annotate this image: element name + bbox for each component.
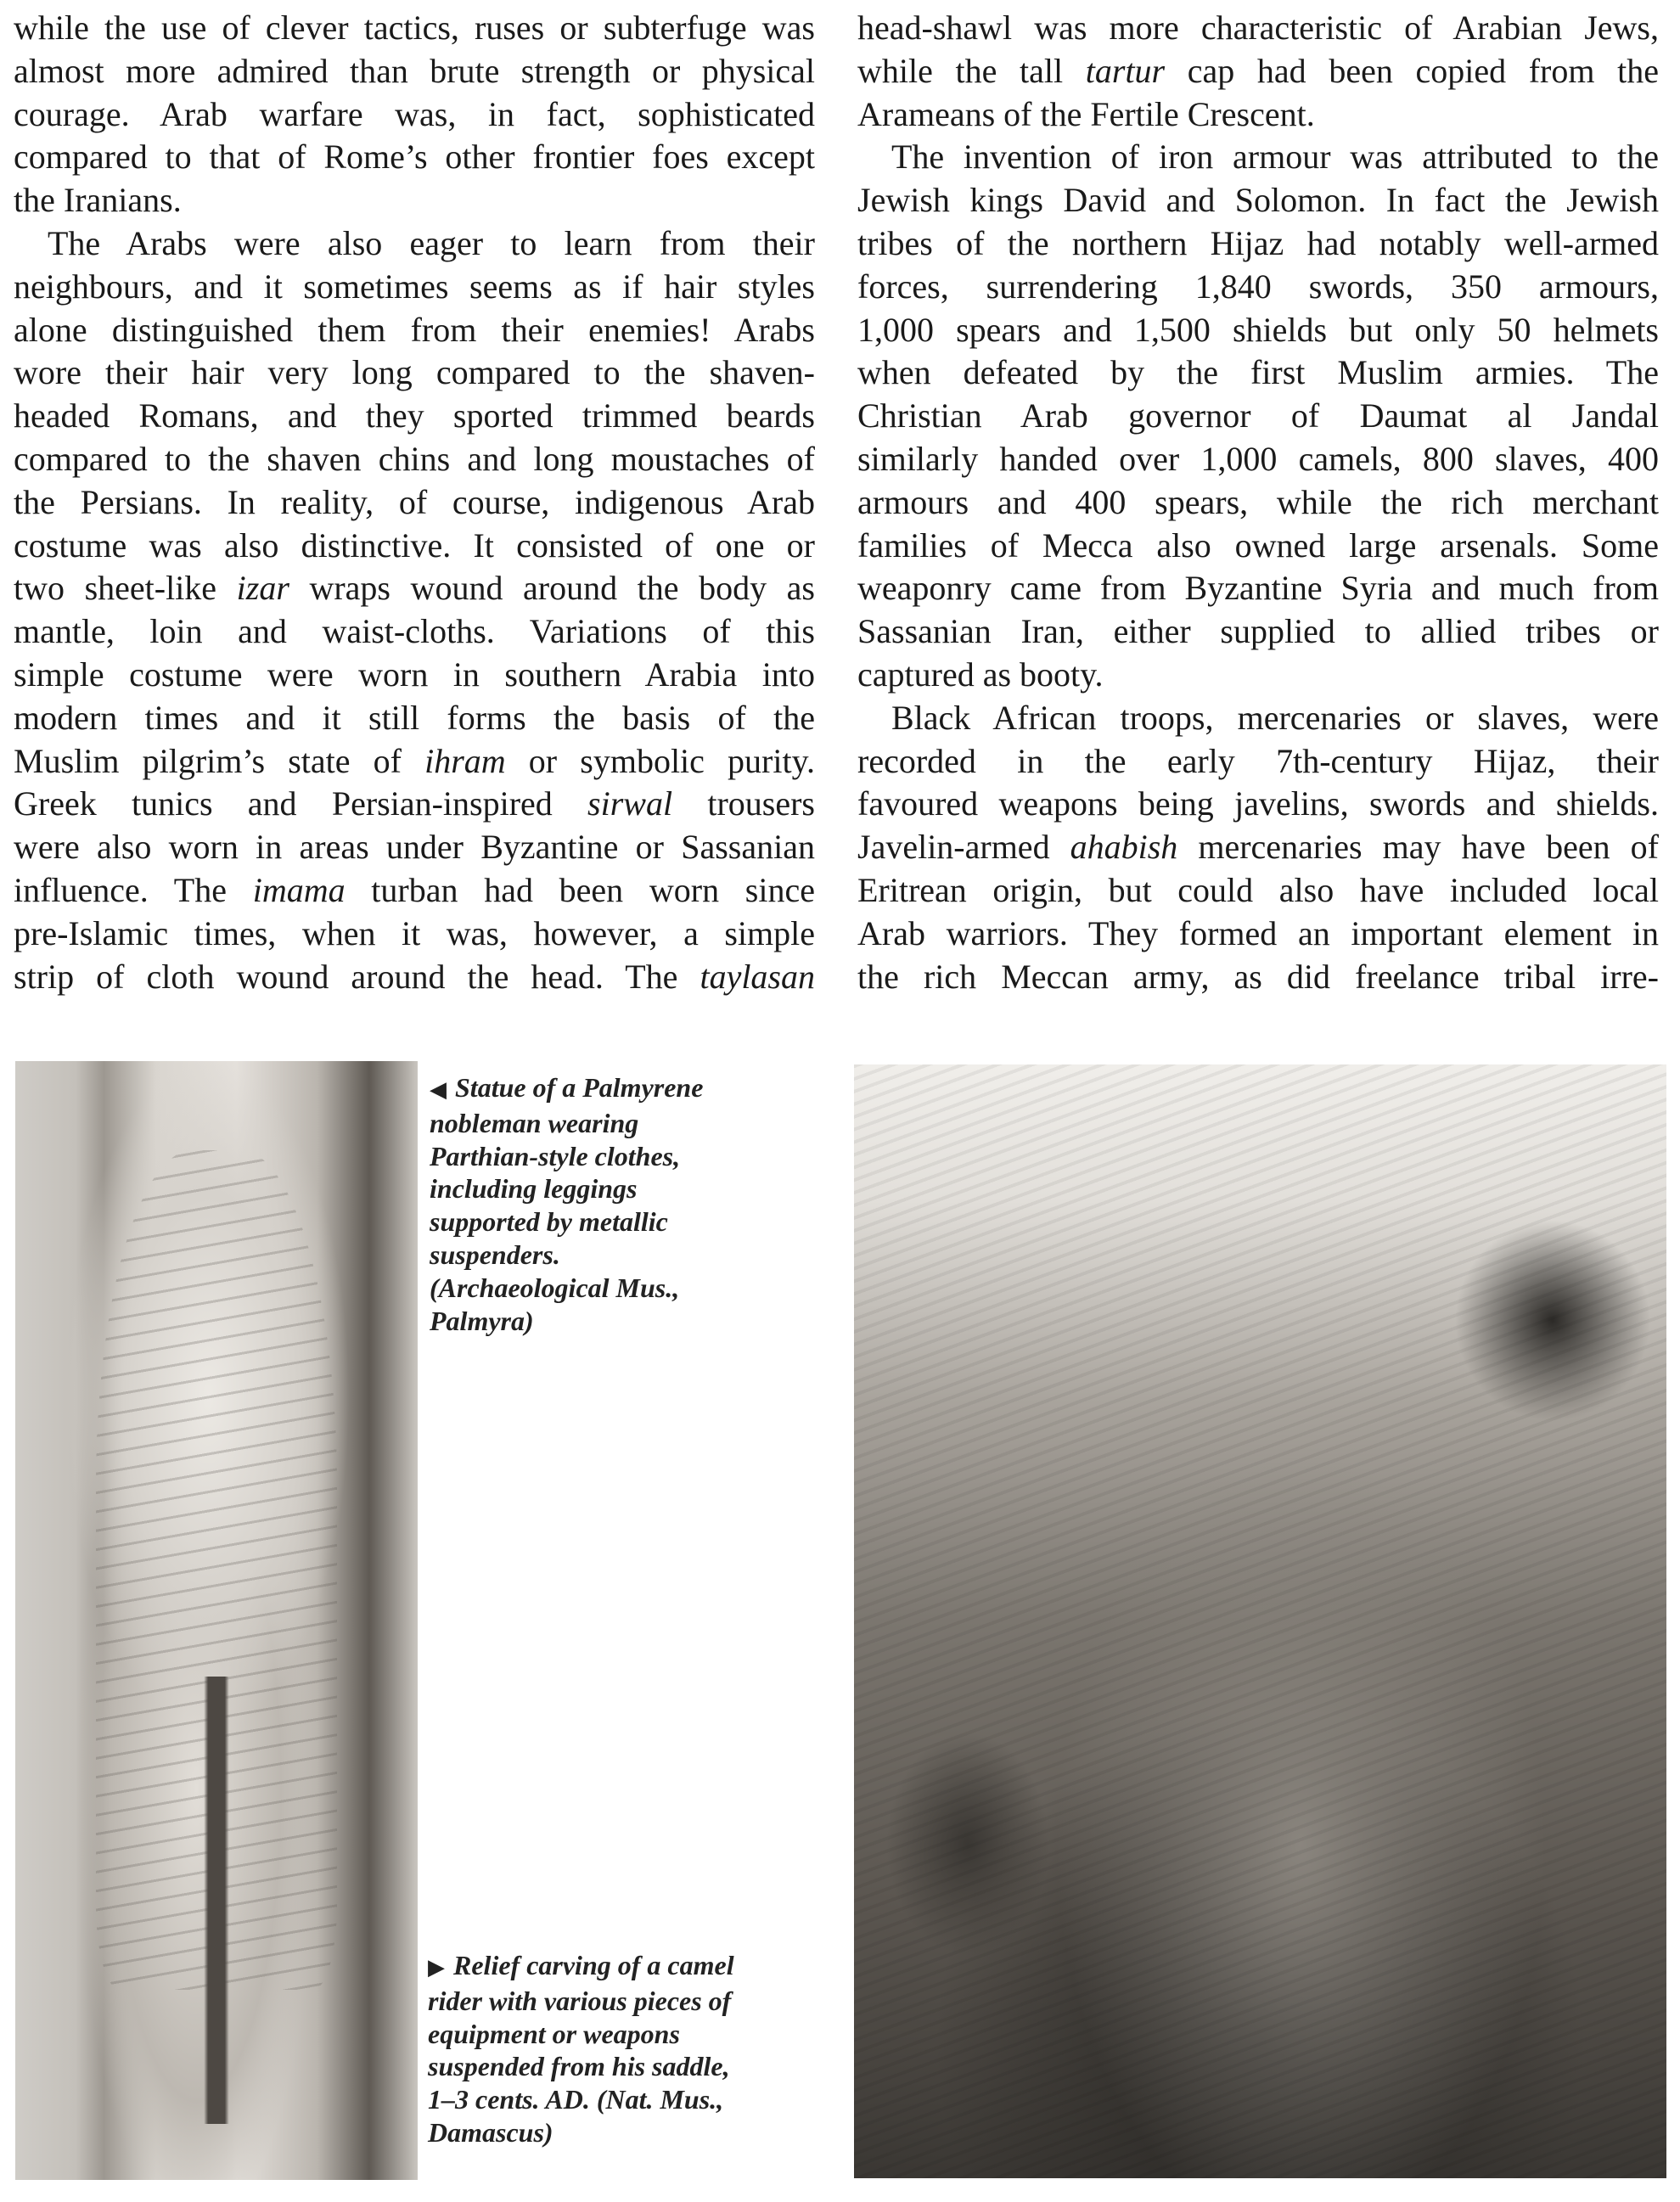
text-run: two sheet-like: [14, 569, 237, 608]
italic-term: ahabish: [1070, 828, 1178, 867]
caption-line: [430, 1107, 829, 1140]
text-run: while the use of clever tactics, ruses or subterfuge was: [14, 8, 815, 47]
text-line: [14, 481, 815, 525]
text-run: mercenaries may have been of: [1177, 828, 1659, 867]
text-line: [857, 567, 1659, 610]
text-run: the Persians. In reality, of course, indigenous Arab: [14, 482, 815, 521]
text-line: [857, 869, 1659, 913]
text-run: modern times and it still forms the basis of the: [14, 698, 815, 737]
text-run: wore their hair very long compared to the shaven-: [14, 353, 815, 392]
text-line: [14, 222, 815, 266]
caption-text: (Archaeological Mus.,: [430, 1272, 680, 1303]
text-line: [857, 309, 1659, 352]
text-column-left: [14, 7, 815, 998]
text-run: the Iranians.: [14, 181, 182, 220]
caption-line: [430, 1071, 829, 1107]
text-line: [857, 395, 1659, 438]
text-run: Javelin-armed: [857, 828, 1070, 867]
text-line: [857, 351, 1659, 395]
caption-line: [430, 1140, 829, 1173]
italic-term: imama: [252, 870, 346, 909]
text-run: cap had been copied from the: [1165, 51, 1659, 90]
caption-line: [430, 1172, 829, 1205]
text-run: alone distinguished them from their enemies! Arabs: [14, 310, 815, 349]
text-line: [857, 50, 1659, 93]
text-line: [14, 913, 815, 956]
text-line: [14, 610, 815, 654]
text-line: [14, 50, 815, 93]
caption-statue: [430, 1071, 829, 1337]
caption-line: [430, 1205, 829, 1239]
caption-text: Parthian-style clothes,: [430, 1140, 681, 1171]
caption-line: [430, 1305, 829, 1338]
text-run: while the tall: [857, 51, 1086, 90]
text-line: [857, 654, 1659, 697]
text-run: were also worn in areas under Byzantine or Sassanian: [14, 828, 815, 867]
text-line: [14, 740, 815, 784]
caption-line: [430, 1272, 829, 1305]
text-line: [857, 222, 1659, 266]
text-run: almost more admired than brute strength or physical: [14, 51, 815, 90]
text-run: simple costume were worn in southern Arabia into: [14, 654, 815, 694]
text-run: The Arabs were also eager to learn from their: [48, 223, 815, 262]
text-line: [857, 266, 1659, 309]
caption-text: Palmyra): [430, 1305, 534, 1336]
text-run: Eritrean origin, but could also have included local: [857, 870, 1659, 909]
text-run: families of Mecca also owned large arsenals. Some: [857, 525, 1659, 565]
statue-photo: [15, 1061, 418, 2180]
caption-text: Statue of a Palmyrene: [455, 1072, 704, 1103]
arrow-right-icon: ▶: [428, 1955, 445, 1980]
text-run: Sassanian Iran, either supplied to allied tribes or: [857, 612, 1659, 651]
text-run: 1,000 spears and 1,500 shields but only 50 helmets: [857, 310, 1659, 349]
caption-text: nobleman wearing: [430, 1107, 639, 1138]
text-run: Christian Arab governor of Daumat al Jandal: [857, 396, 1659, 435]
text-run: captured as booty.: [857, 654, 1104, 694]
caption-line: [430, 1239, 829, 1272]
text-line: [857, 179, 1659, 222]
text-run: recorded in the early 7th-century Hijaz, their: [857, 741, 1659, 780]
text-run: similarly handed over 1,000 camels, 800 slaves, 400: [857, 439, 1659, 478]
text-run: favoured weapons being javelins, swords and shields.: [857, 784, 1659, 823]
text-run: courage. Arab warfare was, in fact, sophisticated: [14, 94, 815, 133]
text-run: The invention of iron armour was attributed to the: [891, 138, 1659, 177]
text-run: forces, surrendering 1,840 swords, 350 armours,: [857, 267, 1659, 306]
text-run: influence. The: [14, 870, 253, 909]
caption-line: [428, 2083, 827, 2116]
text-line: [857, 956, 1659, 999]
text-run: weaponry came from Byzantine Syria and much from: [857, 569, 1659, 608]
text-line: [14, 567, 815, 610]
text-line: [14, 525, 815, 568]
text-run: Arameans of the Fertile Crescent.: [857, 94, 1315, 133]
caption-line: [428, 1985, 827, 2018]
italic-term: taylasan: [700, 957, 815, 996]
caption-text: Relief carving of a camel: [453, 1950, 734, 1980]
text-run: Jewish kings David and Solomon. In fact the Jewish: [857, 181, 1659, 220]
text-line: [857, 438, 1659, 481]
text-line: [14, 7, 815, 50]
text-line: [857, 697, 1659, 740]
italic-term: sirwal: [587, 784, 673, 823]
text-run: or symbolic purity.: [505, 741, 815, 780]
text-line: [14, 179, 815, 222]
text-run: the rich Meccan army, as did freelance tribal irre-: [857, 957, 1659, 996]
caption-line: [428, 2018, 827, 2051]
caption-text: equipment or weapons: [428, 2018, 680, 2049]
italic-term: ihram: [424, 741, 506, 780]
text-line: [14, 351, 815, 395]
italic-term: izar: [236, 569, 289, 608]
caption-text: Damascus): [428, 2116, 553, 2148]
caption-relief: [428, 1949, 827, 2149]
text-run: Arab warriors. They formed an important element in: [857, 913, 1659, 952]
text-line: [14, 956, 815, 999]
text-line: [14, 309, 815, 352]
caption-text: 1–3 cents. AD. (Nat. Mus.,: [428, 2084, 724, 2115]
text-line: [857, 136, 1659, 179]
caption-text: supported by metallic: [430, 1206, 668, 1238]
text-line: [14, 869, 815, 913]
text-run: tribes of the northern Hijaz had notably well-armed: [857, 223, 1659, 262]
text-line: [14, 136, 815, 179]
text-run: Greek tunics and Persian-inspired: [14, 784, 588, 823]
text-run: turban had been worn since: [345, 870, 815, 909]
text-run: Muslim pilgrim’s state of: [14, 741, 425, 780]
text-run: wraps wound around the body as: [289, 569, 815, 608]
text-run: head-shawl was more characteristic of Arabian Jews,: [857, 8, 1659, 47]
text-line: [857, 610, 1659, 654]
caption-line: [428, 1949, 827, 1985]
text-line: [857, 783, 1659, 826]
text-run: costume was also distinctive. It consisted of one or: [14, 525, 815, 565]
caption-text: suspended from his saddle,: [428, 2051, 730, 2082]
text-line: [14, 266, 815, 309]
caption-line: [428, 2050, 827, 2083]
text-line: [857, 481, 1659, 525]
text-run: compared to that of Rome’s other frontier foes except: [14, 138, 815, 177]
relief-carving-photo: [854, 1064, 1666, 2178]
relief-texture: [854, 1064, 1666, 2178]
text-run: armours and 400 spears, while the rich merchant: [857, 482, 1659, 521]
statue-legs: [112, 1677, 321, 2124]
text-line: [857, 93, 1659, 137]
caption-text: including leggings: [430, 1173, 638, 1205]
text-run: headed Romans, and they sported trimmed beards: [14, 396, 815, 435]
text-column-right: [857, 7, 1659, 998]
caption-text: rider with various pieces of: [428, 1985, 732, 2016]
text-run: when defeated by the first Muslim armies. The: [857, 353, 1659, 392]
text-line: [14, 654, 815, 697]
text-line: [14, 93, 815, 137]
text-run: pre-Islamic times, when it was, however, a simple: [14, 913, 815, 952]
text-line: [857, 826, 1659, 869]
text-run: mantle, loin and waist-cloths. Variations of this: [14, 612, 815, 651]
text-line: [14, 697, 815, 740]
text-run: strip of cloth wound around the head. The: [14, 957, 700, 996]
italic-term: tartur: [1085, 51, 1166, 90]
text-line: [14, 395, 815, 438]
arrow-left-icon: ◀: [430, 1077, 447, 1102]
caption-text: suspenders.: [430, 1239, 560, 1270]
caption-line: [428, 2116, 827, 2149]
text-run: Black African troops, mercenaries or slaves, were: [891, 698, 1659, 737]
text-line: [14, 826, 815, 869]
text-run: compared to the shaven chins and long moustaches of: [14, 439, 815, 478]
text-line: [14, 783, 815, 826]
text-line: [857, 740, 1659, 784]
text-line: [857, 913, 1659, 956]
text-run: neighbours, and it sometimes seems as if hair styles: [14, 267, 815, 306]
text-line: [857, 7, 1659, 50]
text-line: [857, 525, 1659, 568]
text-line: [14, 438, 815, 481]
text-run: trousers: [672, 784, 815, 823]
